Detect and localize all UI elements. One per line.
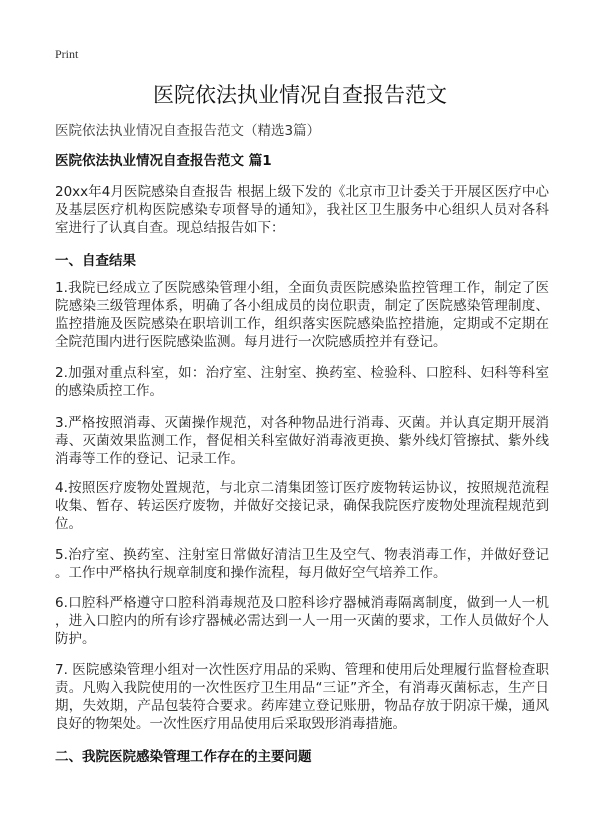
text-line: 3.严格按照消毒、灭菌操作规范，对各种物品进行消毒、灭菌。并认真定期开展消: [55, 415, 549, 431]
text-line: 收集、暂存、转运医疗废物，并做好交接记录，确保我院医疗废物处理流程规范到: [55, 498, 549, 514]
text-line: 6.口腔科严格遵守口腔科消毒规范及口腔科诊疗器械消毒隔离制度，做到一人一机: [55, 595, 549, 611]
text-line: 。工作中严格执行规章制度和操作流程，每月做好空气培养工作。: [55, 565, 447, 581]
document-subtitle: 医院依法执业情况自查报告范文（精选3篇）: [55, 123, 321, 139]
text-line: 毒、灭菌效果监测工作，督促相关科室做好消毒液更换、紫外线灯管擦拭、紫外线: [55, 433, 549, 449]
paragraph-5: [55, 546, 549, 582]
text-line: 的感染质控工作。: [55, 383, 163, 399]
text-line: 位。: [55, 516, 82, 532]
text-line: 全院范围内进行医院感染监测。每月进行一次院感质控并有登记。: [55, 334, 447, 350]
article-heading: 医院依法执业情况自查报告范文 篇1: [55, 153, 272, 169]
text-line: 良好的物架处。一次性医疗用品使用后采取毁形消毒措施。: [55, 716, 406, 732]
print-link[interactable]: Print: [55, 47, 79, 61]
text-line: 2.加强对重点科室，如：治疗室、注射室、换药室、检验科、口腔科、妇科等科室: [55, 365, 549, 381]
text-line: 20xx年4月医院感染自查报告 根据上级下发的《北京市卫计委关于开展区医疗中心: [55, 184, 549, 200]
text-line: 期，失效期，产品包装符合要求。药库建立登记账册，物品存放于阴凉干燥，通风: [55, 698, 549, 714]
text-line: 监控措施及医院感染在职培训工作，组织落实医院感染监控措施，定期或不定期在: [55, 316, 549, 332]
page-title: 医院依法执业情况自查报告范文: [153, 83, 447, 107]
paragraph-3: [55, 414, 549, 468]
text-line: 5.治疗室、换药室、注射室日常做好清洁卫生及空气、物表消毒工作，并做好登记: [55, 547, 549, 563]
text-line: 院感染三级管理体系，明确了各小组成员的岗位职责，制定了医院感染管理制度、: [55, 298, 549, 314]
text-line: ，进入口腔内的所有诊疗器械必需达到一人一用一灭菌的要求，工作人员做好个人: [55, 613, 549, 629]
text-line: 7. 医院感染管理小组对一次性医疗用品的采购、管理和使用后处理履行监督检查职: [55, 662, 549, 678]
text-line: 消毒等工作的登记、记录工作。: [55, 451, 244, 467]
text-line: 及基层医疗机构医院感染专项督导的通知》，我社区卫生服务中心组织人员对各科: [55, 202, 549, 218]
section-heading-1: 一、自查结果: [55, 253, 136, 269]
text-line: 4.按照医疗废物处置规范，与北京二清集团签订医疗废物转运协议，按照规范流程: [55, 480, 549, 496]
section-heading-2: 二、我院医院感染管理工作存在的主要问题: [55, 749, 312, 765]
text-line: 1.我院已经成立了医院感染管理小组，全面负责医院感染监控管理工作，制定了医: [55, 280, 549, 296]
paragraph-6: [55, 594, 549, 648]
text-line: 防护。: [55, 631, 96, 647]
text-line: 室进行了认真自查。现总结报告如下：: [55, 220, 285, 236]
intro-paragraph: [55, 183, 549, 237]
paragraph-7: [55, 661, 549, 733]
paragraph-4: [55, 479, 549, 533]
paragraph-1: [55, 279, 549, 351]
text-line: 责。凡购入我院使用的一次性医疗卫生用品“三证”齐全，有消毒灭菌标志，生产日: [55, 680, 549, 696]
paragraph-2: [55, 364, 549, 400]
